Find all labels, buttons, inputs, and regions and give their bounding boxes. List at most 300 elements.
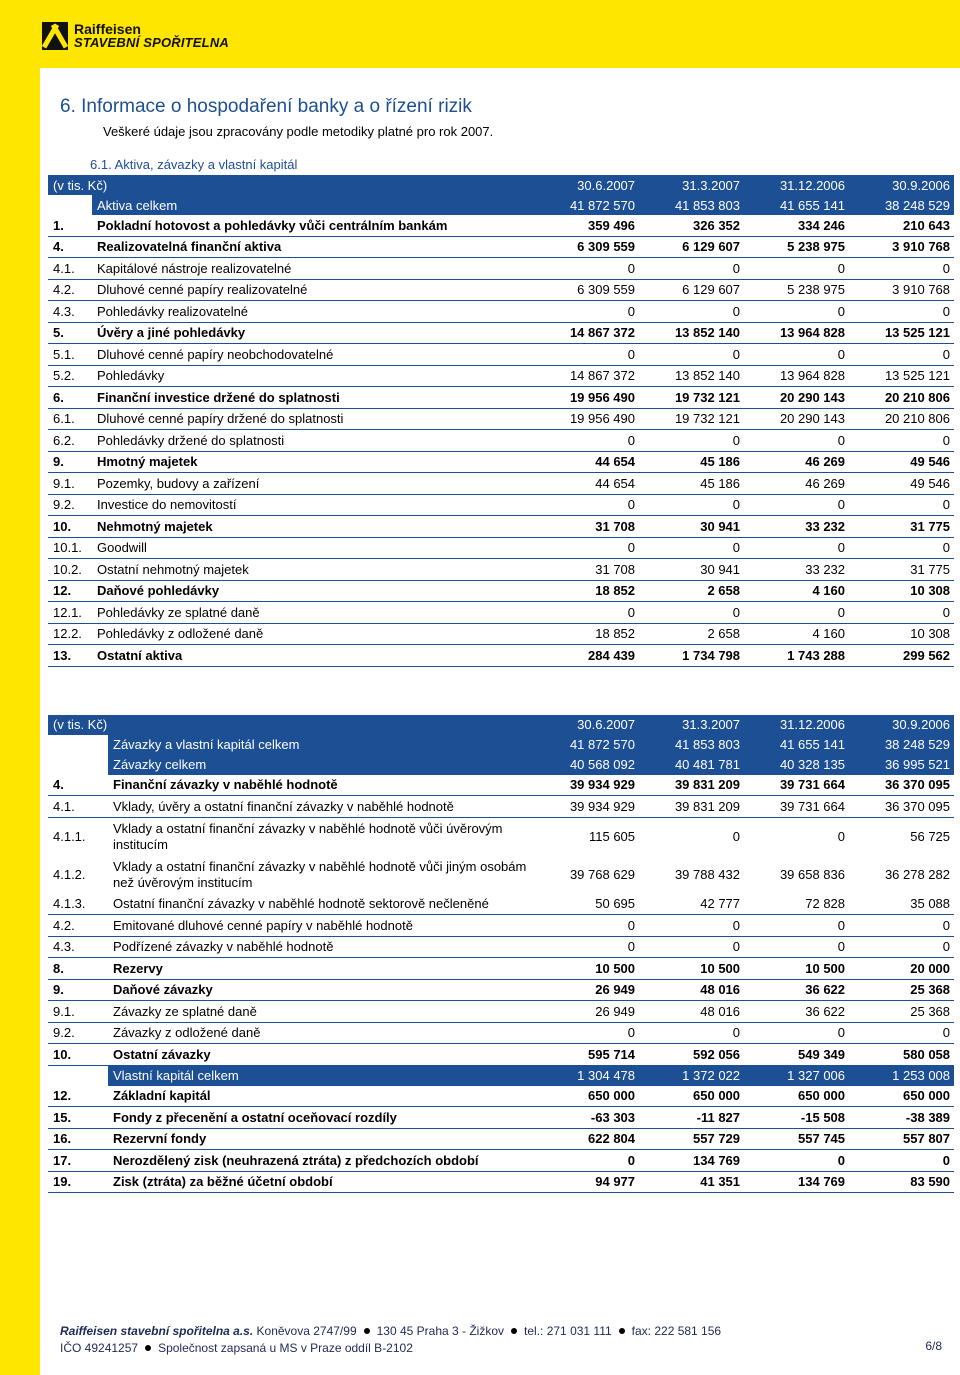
row-number: 9. — [48, 979, 108, 1001]
row-value: 0 — [744, 1150, 849, 1172]
page-footer — [60, 1322, 950, 1356]
row-value: 14 867 372 — [534, 322, 639, 344]
row-label: Investice do nemovitostí — [92, 494, 534, 516]
row-label: Finanční závazky v naběhlé hodnotě — [108, 775, 534, 796]
row-value: 39 788 432 — [674, 866, 741, 882]
row-value: 1 743 288 — [744, 645, 849, 667]
table-row — [48, 979, 954, 1001]
row-value: 0 — [639, 1022, 744, 1044]
row-value: 39 731 664 — [744, 796, 849, 818]
row-value: 10 500 — [639, 958, 744, 980]
row-value: 0 — [534, 258, 639, 280]
col-header: 31.3.2007 — [639, 715, 744, 735]
row-value: 6 129 607 — [639, 236, 744, 258]
row-value: 299 562 — [849, 645, 954, 667]
row-number: 1. — [48, 215, 92, 236]
row-label: Kapitálové nástroje realizovatelné — [92, 258, 534, 280]
row-number: 4.3. — [48, 936, 108, 958]
row-value: 580 058 — [849, 1044, 954, 1066]
row-value: 94 977 — [534, 1171, 639, 1193]
row-number: 6. — [48, 387, 92, 409]
assets-header-row — [48, 175, 954, 195]
row-value: 36 995 521 — [849, 755, 954, 775]
row-number: 9.2. — [48, 1022, 108, 1044]
row-number: 4.1. — [48, 796, 108, 818]
row-value: -11 827 — [639, 1107, 744, 1129]
row-value: 622 804 — [534, 1128, 639, 1150]
footer-tel: tel.: 271 031 111 — [524, 1323, 612, 1338]
row-value: 4 160 — [744, 580, 849, 602]
row-label: Pohledávky držené do splatnosti — [92, 430, 534, 452]
row-label: Nehmotný majetek — [92, 516, 534, 538]
table-row — [48, 473, 954, 495]
row-value: 13 852 140 — [639, 365, 744, 387]
row-value: 0 — [849, 430, 954, 452]
row-value: 2 658 — [639, 580, 744, 602]
row-value: 13 525 121 — [849, 322, 954, 344]
row-value: 6 309 559 — [534, 236, 639, 258]
row-value: 36 370 095 — [849, 775, 954, 796]
row-number: 10. — [48, 1044, 108, 1066]
table-row — [48, 1128, 954, 1150]
row-value: 334 246 — [744, 215, 849, 236]
footer-brand: Raiffeisen stavební spořitelna a.s. — [60, 1323, 254, 1338]
row-value: 0 — [849, 936, 954, 958]
row-value: 25 368 — [849, 979, 954, 1001]
row-label: Hmotný majetek — [92, 451, 534, 473]
row-value: 650 000 — [849, 1086, 954, 1107]
row-number: 4.2. — [48, 915, 108, 937]
row-value: 595 714 — [534, 1044, 639, 1066]
liabilities-header-row — [48, 715, 954, 735]
row-value: 39 831 209 — [639, 796, 744, 818]
row-label: Pokladní hotovost a pohledávky vůči centrálním bankám — [92, 215, 534, 236]
row-value: 41 351 — [639, 1171, 744, 1193]
row-value: 31 708 — [534, 516, 639, 538]
row-value: 0 — [849, 915, 954, 937]
row-label: Emitované dluhové cenné papíry v naběhlé hodnotě — [108, 915, 534, 937]
row-value: 46 269 — [744, 451, 849, 473]
row-number: 4.1.1. — [53, 828, 86, 844]
table-row — [48, 344, 954, 366]
row-value: 40 328 135 — [744, 755, 849, 775]
row-value: 6 309 559 — [534, 279, 639, 301]
table-row — [48, 537, 954, 559]
row-value: 0 — [534, 344, 639, 366]
row-value: 0 — [744, 430, 849, 452]
row-label: Ostatní finanční závazky v naběhlé hodnotě sektorově nečleněné — [108, 894, 534, 915]
row-value: 650 000 — [534, 1086, 639, 1107]
row-value: 0 — [744, 1022, 849, 1044]
row-label: Fondy z přecenění a ostatní oceňovací rozdíly — [108, 1107, 534, 1129]
row-value: 549 349 — [744, 1044, 849, 1066]
row-number: 12.1. — [48, 602, 92, 624]
row-number: 5.1. — [48, 344, 92, 366]
row-value: 0 — [534, 301, 639, 323]
row-value: 326 352 — [639, 215, 744, 236]
table-row — [48, 215, 954, 236]
col-header: 31.12.2006 — [744, 175, 849, 195]
bullet-icon — [511, 1328, 517, 1334]
row-value: 0 — [732, 828, 741, 844]
row-number: 9.1. — [48, 1001, 108, 1023]
row-value: 0 — [639, 344, 744, 366]
row-value: 0 — [534, 602, 639, 624]
table-row — [48, 387, 954, 409]
row-label: Finanční investice držené do splatnosti — [92, 387, 534, 409]
table-row — [48, 755, 954, 775]
row-value: 35 088 — [849, 894, 954, 915]
row-value: 1 327 006 — [744, 1065, 849, 1086]
table-row — [48, 516, 954, 538]
row-value: 1 253 008 — [849, 1065, 954, 1086]
row-number: 10. — [48, 516, 92, 538]
row-value: 72 828 — [744, 894, 849, 915]
row-label: Daňové závazky — [108, 979, 534, 1001]
row-value: 36 622 — [744, 979, 849, 1001]
row-label: Daňové pohledávky — [92, 580, 534, 602]
table-row — [48, 1044, 954, 1066]
footer-fax: fax: 222 581 156 — [631, 1323, 722, 1338]
row-value: 13 852 140 — [639, 322, 744, 344]
row-value: 0 — [744, 344, 849, 366]
row-number: 6.2. — [48, 430, 92, 452]
row-number: 19. — [48, 1171, 108, 1193]
row-value: 45 186 — [639, 473, 744, 495]
table-row — [48, 1065, 954, 1086]
table-row — [48, 322, 954, 344]
table-row — [48, 195, 954, 215]
row-value: 39 658 836 — [779, 866, 846, 882]
row-value: 0 — [849, 301, 954, 323]
row-value: 20 210 806 — [849, 387, 954, 409]
row-number — [48, 735, 108, 755]
row-value: 13 964 828 — [744, 322, 849, 344]
row-label: Vklady a ostatní finanční závazky v naběhlé hodnotě vůči jiným osobám než úvěrovým institucím — [113, 858, 527, 890]
row-label: Vlastní kapitál celkem — [108, 1065, 534, 1086]
bullet-icon — [619, 1328, 625, 1334]
row-value: 0 — [744, 301, 849, 323]
row-label: Ostatní aktiva — [92, 645, 534, 667]
table-row — [48, 735, 954, 755]
row-label: Dluhové cenné papíry realizovatelné — [92, 279, 534, 301]
unit-label: (v tis. Kč) — [48, 175, 534, 195]
table-row — [48, 817, 954, 856]
row-value: 83 590 — [849, 1171, 954, 1193]
assets-table — [48, 175, 954, 667]
col-header: 31.3.2007 — [639, 175, 744, 195]
row-value: 44 654 — [534, 473, 639, 495]
subsection-title: 6.1. Aktiva, závazky a vlastní kapitál — [90, 157, 298, 172]
row-value: 650 000 — [639, 1086, 744, 1107]
row-value: 650 000 — [744, 1086, 849, 1107]
row-value: -15 508 — [744, 1107, 849, 1129]
row-number: 12. — [48, 1086, 108, 1107]
row-value: 557 807 — [849, 1128, 954, 1150]
row-value: 33 232 — [744, 559, 849, 581]
row-number: 4.2. — [48, 279, 92, 301]
yellow-side-band — [0, 0, 40, 1375]
table-row — [48, 1171, 954, 1193]
table-row — [48, 796, 954, 818]
row-value: 0 — [534, 430, 639, 452]
table-row — [48, 623, 954, 645]
row-number: 9.2. — [48, 494, 92, 516]
table-row — [48, 936, 954, 958]
table-row — [48, 1022, 954, 1044]
row-value: 284 439 — [534, 645, 639, 667]
table-row — [48, 279, 954, 301]
row-number: 4.3. — [48, 301, 92, 323]
row-value: 41 872 570 — [534, 195, 639, 215]
row-value: 41 655 141 — [744, 195, 849, 215]
row-label: Zisk (ztráta) za běžné účetní období — [108, 1171, 534, 1193]
row-label: Vklady a ostatní finanční závazky v naběhlé hodnotě vůči úvěrovým institucím — [113, 820, 503, 852]
row-value: 18 852 — [534, 580, 639, 602]
row-number — [48, 755, 108, 775]
row-value: 33 232 — [744, 516, 849, 538]
col-header: 30.6.2007 — [534, 175, 639, 195]
row-value: 0 — [534, 915, 639, 937]
row-value: 0 — [639, 537, 744, 559]
row-value: 557 745 — [744, 1128, 849, 1150]
row-value: 31 708 — [534, 559, 639, 581]
row-value: 45 186 — [639, 451, 744, 473]
row-value: 13 964 828 — [744, 365, 849, 387]
row-value: 0 — [849, 344, 954, 366]
row-value: 20 290 143 — [744, 387, 849, 409]
row-value: 0 — [639, 301, 744, 323]
row-value: 39 831 209 — [639, 775, 744, 796]
row-value: 40 481 781 — [639, 755, 744, 775]
row-value: 0 — [849, 602, 954, 624]
row-label: Závazky a vlastní kapitál celkem — [108, 735, 534, 755]
row-value: 18 852 — [534, 623, 639, 645]
row-value: 41 655 141 — [744, 735, 849, 755]
row-value: -38 389 — [849, 1107, 954, 1129]
row-value: 0 — [639, 936, 744, 958]
row-value: 3 910 768 — [849, 279, 954, 301]
row-number: 5.2. — [48, 365, 92, 387]
row-value: 134 769 — [744, 1171, 849, 1193]
table-row — [48, 430, 954, 452]
row-value: 19 956 490 — [534, 408, 639, 430]
row-number: 4.1.2. — [53, 866, 86, 882]
row-number: 4.1. — [48, 258, 92, 280]
table-row — [48, 494, 954, 516]
col-header: 30.9.2006 — [849, 715, 954, 735]
table-row — [48, 915, 954, 937]
row-value: 0 — [639, 915, 744, 937]
row-value: 50 695 — [534, 894, 639, 915]
row-value: -63 303 — [534, 1107, 639, 1129]
row-label: Pohledávky ze splatné daně — [92, 602, 534, 624]
row-value: 4 160 — [744, 623, 849, 645]
row-value: 26 949 — [534, 1001, 639, 1023]
row-label: Pozemky, budovy a zařízení — [92, 473, 534, 495]
table-row — [48, 602, 954, 624]
table-row — [48, 559, 954, 581]
row-value: 1 304 478 — [534, 1065, 639, 1086]
row-value: 20 000 — [849, 958, 954, 980]
row-value: 38 248 529 — [849, 195, 954, 215]
row-label: Ostatní závazky — [108, 1044, 534, 1066]
row-number: 5. — [48, 322, 92, 344]
row-value: 48 016 — [639, 979, 744, 1001]
document-body — [48, 96, 954, 1193]
section-title: 6. Informace o hospodaření banky a o řízení rizik — [60, 96, 472, 117]
bullet-icon — [145, 1345, 151, 1351]
row-value: 1 372 022 — [639, 1065, 744, 1086]
row-number: 16. — [48, 1128, 108, 1150]
row-value: 42 777 — [639, 894, 744, 915]
row-value: 0 — [534, 1150, 639, 1172]
row-label: Základní kapitál — [108, 1086, 534, 1107]
row-value: 0 — [534, 494, 639, 516]
row-label: Realizovatelná finanční aktiva — [92, 236, 534, 258]
row-value: 115 605 — [588, 828, 636, 844]
table-row — [48, 1150, 954, 1172]
row-label: Pohledávky realizovatelné — [92, 301, 534, 323]
table-row — [48, 451, 954, 473]
row-label: Pohledávky z odložené daně — [92, 623, 534, 645]
col-header: 31.12.2006 — [744, 715, 849, 735]
row-label: Podřízené závazky v naběhlé hodnotě — [108, 936, 534, 958]
row-value: 0 — [744, 494, 849, 516]
row-value: 0 — [534, 936, 639, 958]
row-number: 12.2. — [48, 623, 92, 645]
bullet-icon — [364, 1328, 370, 1334]
row-value: 3 910 768 — [849, 236, 954, 258]
row-value: 0 — [639, 430, 744, 452]
row-value: 359 496 — [534, 215, 639, 236]
row-value: 20 210 806 — [849, 408, 954, 430]
row-number: 10.2. — [48, 559, 92, 581]
table-row — [48, 1107, 954, 1129]
row-value: 0 — [849, 258, 954, 280]
row-value: 14 867 372 — [534, 365, 639, 387]
row-number: 9. — [48, 451, 92, 473]
table-row — [48, 894, 954, 915]
row-value: 19 956 490 — [534, 387, 639, 409]
row-number: 6.1. — [48, 408, 92, 430]
row-value: 0 — [534, 1022, 639, 1044]
row-value: 39 768 629 — [569, 866, 636, 882]
row-value: 13 525 121 — [849, 365, 954, 387]
row-label: Závazky z odložené daně — [108, 1022, 534, 1044]
row-value: 41 872 570 — [534, 735, 639, 755]
row-value: 46 269 — [744, 473, 849, 495]
row-value: 10 500 — [534, 958, 639, 980]
raiffeisen-logo — [42, 22, 229, 50]
row-value: 36 278 282 — [884, 866, 951, 882]
row-value: 592 056 — [639, 1044, 744, 1066]
row-value: 0 — [849, 494, 954, 516]
row-value: 0 — [639, 494, 744, 516]
table-row — [48, 580, 954, 602]
row-number — [48, 195, 92, 215]
table-row — [48, 1001, 954, 1023]
row-value: 44 654 — [534, 451, 639, 473]
row-value: 0 — [837, 828, 846, 844]
row-value: 41 853 803 — [639, 195, 744, 215]
row-label: Závazky ze splatné daně — [108, 1001, 534, 1023]
row-number: 17. — [48, 1150, 108, 1172]
row-value: 0 — [849, 537, 954, 559]
logo-line1: Raiffeisen — [74, 21, 141, 37]
footer-registry: Společnost zapsaná u MS v Praze oddíl B-2102 — [158, 1340, 413, 1355]
table-row — [48, 365, 954, 387]
row-value: 0 — [639, 602, 744, 624]
row-value: 0 — [534, 537, 639, 559]
row-number: 8. — [48, 958, 108, 980]
row-number: 4. — [48, 775, 108, 796]
row-value: 26 949 — [534, 979, 639, 1001]
row-value: 210 643 — [849, 215, 954, 236]
row-value: 0 — [849, 1150, 954, 1172]
row-value: 0 — [744, 258, 849, 280]
row-value: 36 622 — [744, 1001, 849, 1023]
row-value: 41 853 803 — [639, 735, 744, 755]
section-subtitle: Veškeré údaje jsou zpracovány podle metodiky platné pro rok 2007. — [103, 124, 494, 139]
row-value: 49 546 — [849, 473, 954, 495]
row-label: Rezervy — [108, 958, 534, 980]
footer-address: Koněvova 2747/99 — [256, 1323, 357, 1338]
row-value: 5 238 975 — [744, 236, 849, 258]
row-value: 36 370 095 — [849, 796, 954, 818]
row-value: 40 568 092 — [534, 755, 639, 775]
row-number — [48, 1065, 108, 1086]
table-row — [48, 645, 954, 667]
table-row — [48, 775, 954, 796]
gable-cross-icon — [42, 22, 68, 50]
row-value: 38 248 529 — [849, 735, 954, 755]
logo-line2: STAVEBNÍ SPOŘITELNA — [74, 35, 229, 50]
row-number: 15. — [48, 1107, 108, 1129]
row-value: 2 658 — [639, 623, 744, 645]
row-value: 49 546 — [849, 451, 954, 473]
page-number: 6/8 — [925, 1339, 942, 1353]
row-number: 4.1.3. — [48, 894, 108, 915]
row-value: 0 — [849, 1022, 954, 1044]
row-label: Goodwill — [92, 537, 534, 559]
row-value: 6 129 607 — [639, 279, 744, 301]
row-value: 30 941 — [639, 516, 744, 538]
row-label: Ostatní nehmotný majetek — [92, 559, 534, 581]
table-row — [48, 236, 954, 258]
row-value: 19 732 121 — [639, 387, 744, 409]
table-row — [48, 856, 954, 894]
row-number: 10.1. — [48, 537, 92, 559]
row-label: Nerozdělený zisk (neuhrazená ztráta) z předchozích období — [108, 1150, 534, 1172]
row-value: 48 016 — [639, 1001, 744, 1023]
row-value: 25 368 — [849, 1001, 954, 1023]
col-header: 30.9.2006 — [849, 175, 954, 195]
row-label: Dluhové cenné papíry držené do splatnosti — [92, 408, 534, 430]
row-value: 0 — [744, 602, 849, 624]
row-value: 0 — [744, 915, 849, 937]
footer-city: 130 45 Praha 3 - Žižkov — [376, 1323, 505, 1338]
row-value: 19 732 121 — [639, 408, 744, 430]
table-row — [48, 301, 954, 323]
row-value: 0 — [744, 936, 849, 958]
row-value: 10 308 — [849, 580, 954, 602]
col-header: 30.6.2007 — [534, 715, 639, 735]
table-row — [48, 958, 954, 980]
row-label: Závazky celkem — [108, 755, 534, 775]
row-value: 39 934 929 — [534, 775, 639, 796]
row-value: 31 775 — [849, 516, 954, 538]
